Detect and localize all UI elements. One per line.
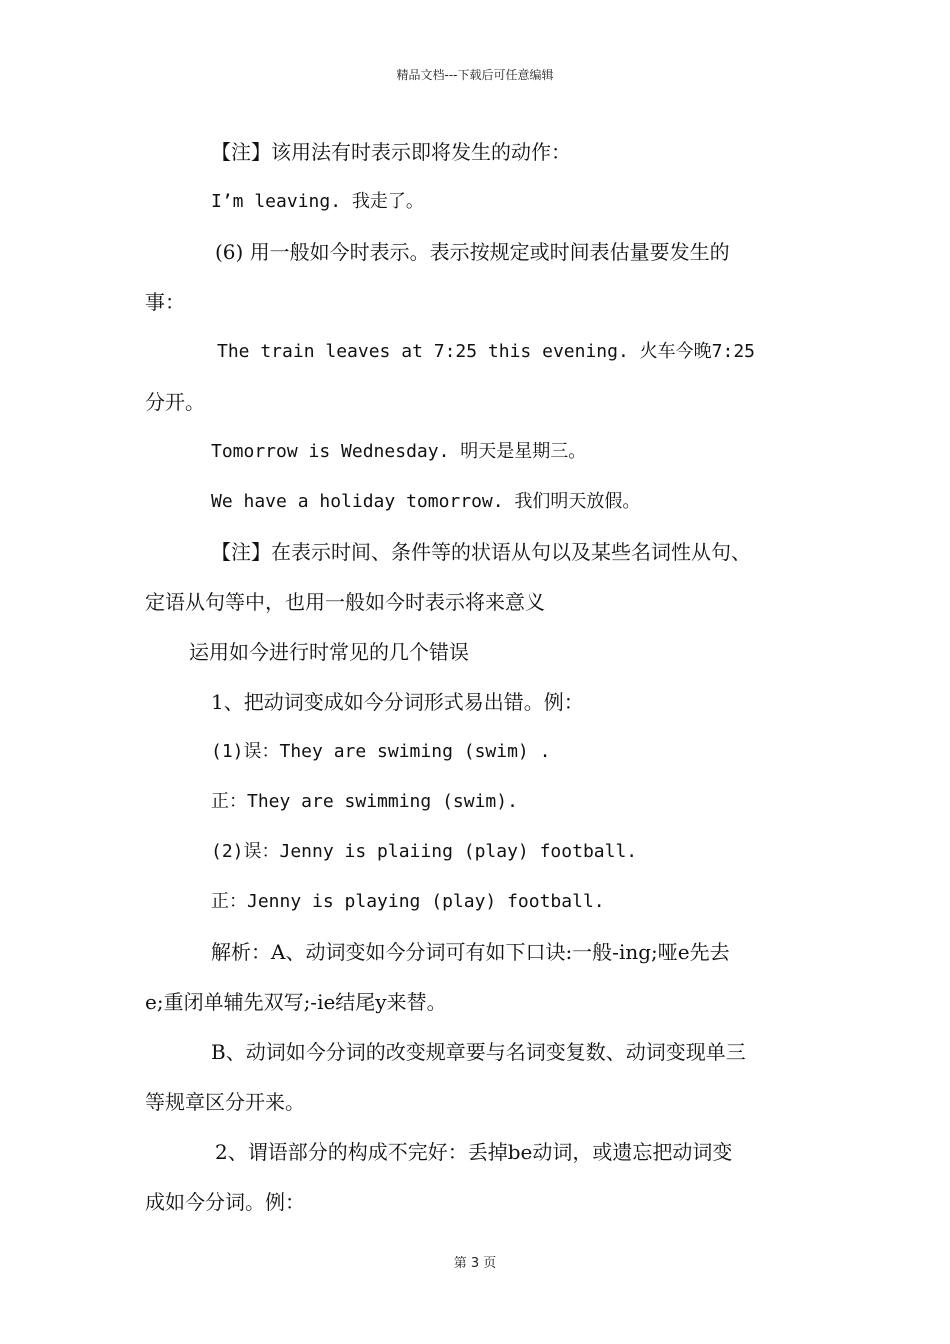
text-line: The train leaves at 7:25 this evening. 火车今晚7:25 bbox=[217, 341, 755, 362]
text-line: 定语从句等中，也用一般如今时表示将来意义 bbox=[145, 590, 545, 614]
text-line: 【注】该用法有时表示即将发生的动作： bbox=[211, 140, 571, 164]
text-line: Tomorrow is Wednesday. 明天是星期三。 bbox=[211, 441, 587, 462]
section-heading: 运用如今进行时常见的几个错误 bbox=[189, 640, 469, 664]
text-line: 事： bbox=[145, 290, 185, 314]
text-line: (2)误：Jenny is plaiing (play) football. bbox=[211, 841, 638, 862]
text-line: B、动词如今分词的改变规章要与名词变复数、动词变现单三 bbox=[211, 1040, 746, 1064]
text-line: We have a holiday tomorrow. 我们明天放假。 bbox=[211, 491, 641, 512]
text-line: 成如今分词。例： bbox=[145, 1190, 305, 1214]
text-line: 分开。 bbox=[145, 390, 205, 414]
text-line: I’m leaving. 我走了。 bbox=[211, 191, 424, 212]
text-line: 解析：A、动词变如今分词可有如下口诀:一般-ing;哑e先去 bbox=[211, 940, 730, 964]
text-line: 正：They are swimming (swim). bbox=[211, 791, 518, 812]
page-header: 精品文档---下载后可任意编辑 bbox=[396, 68, 554, 82]
text-line: 2、谓语部分的构成不完好：丢掉be动词，或遗忘把动词变 bbox=[215, 1140, 733, 1164]
page-number: 第 3 页 bbox=[453, 1256, 497, 1271]
text-line: 正：Jenny is playing (play) football. bbox=[211, 891, 605, 912]
text-line: (6) 用一般如今时表示。表示按规定或时间表估量要发生的 bbox=[215, 240, 730, 264]
text-line: (1)误：They are swiming (swim) . bbox=[211, 741, 551, 762]
text-line: 1、把动词变成如今分词形式易出错。例： bbox=[211, 690, 584, 714]
text-line: 【注】在表示时间、条件等的状语从句以及某些名词性从句、 bbox=[211, 540, 751, 564]
text-line: e;重闭单辅先双写;-ie结尾y来替。 bbox=[145, 990, 447, 1014]
text-line: 等规章区分开来。 bbox=[145, 1090, 305, 1114]
